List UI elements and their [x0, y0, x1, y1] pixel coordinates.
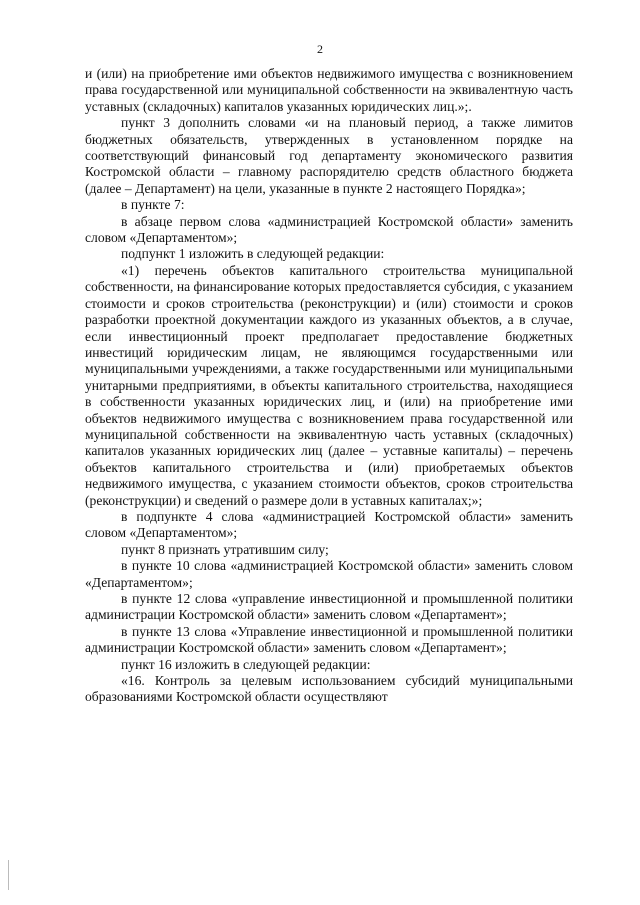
paragraph: в пункте 13 слова «Управление инвестиционной и промышленной политики администрации Костромской области» заменить словом «Департамент»;	[85, 623, 573, 656]
paragraph: в пункте 10 слова «администрацией Костромской области» заменить словом «Департаментом»;	[85, 558, 573, 590]
paragraph: пункт 16 изложить в следующей редакции:	[121, 656, 371, 672]
paragraph: в пункте 7:	[121, 197, 185, 213]
paragraph: «16. Контроль за целевым использованием субсидий муниципальными образованиями Костромской области осуществляют	[85, 673, 573, 705]
paragraph: и (или) на приобретение ими объектов недвижимого имущества с возникновением права государственной или муниципальной собственности на эквивалентную часть уставных (складочных) капиталов указанных юридических лиц.»;.	[85, 66, 573, 114]
scan-edge-mark	[8, 860, 9, 890]
paragraph: в пункте 12 слова «управление инвестиционной и промышленной политики администрации Костромской области» заменить словом «Департамент»;	[85, 591, 573, 623]
page-number: 2	[317, 42, 323, 56]
paragraph: «1) перечень объектов капитального строительства муниципальной собственности, на финансирование которых предоставляется субсидия, с указанием стоимости и сроков строительства (реконструкции) и (или) стоимости и сроков разработки проектной документации каждого из указанных объектов, а в случае, если инвестиционный проект предполагает предоставление бюджетных инвестиций юридическим лицам, не являющимся государственными или муниципальными учреждениями, а также государственными или муниципальными унитарными предприятиями, в объекты капитального строительства, находящиеся в собственности указанных юридических лиц, и (или) на приобретение ими объектов недвижимого имущества с возникновением права государственной или муниципальной собственности на эквивалентную часть уставных (складочных) капиталов указанных юридических лиц (далее – уставные капиталы) – перечень объектов капитального строительства и (или) приобретаемых объектов недвижимого имущества, с указанием стоимости объектов, сроков строительства (реконструкции) и сведений о размере доли в уставных капиталах;»;	[85, 262, 574, 508]
paragraph: в абзаце первом слова «администрацией Костромской области» заменить словом «Департаментом»;	[85, 213, 573, 246]
paragraph: пункт 3 дополнить словами «и на плановый период, а также лимитов бюджетных обязательств, утвержденных в установленном порядке на соответствующий финансовый год департаменту экономического развития Костромской области – главному распорядителю средств областного бюджета (далее – Департамент) на цели, указанные в пункте 2 настоящего Порядка»;	[85, 115, 573, 196]
paragraph: в подпункте 4 слова «администрацией Костромской области» заменить словом «Департаментом»;	[85, 508, 573, 541]
paragraph: подпункт 1 изложить в следующей редакции:	[121, 246, 385, 262]
paragraph: пункт 8 признать утратившим силу;	[121, 541, 329, 557]
document-body	[85, 66, 573, 706]
